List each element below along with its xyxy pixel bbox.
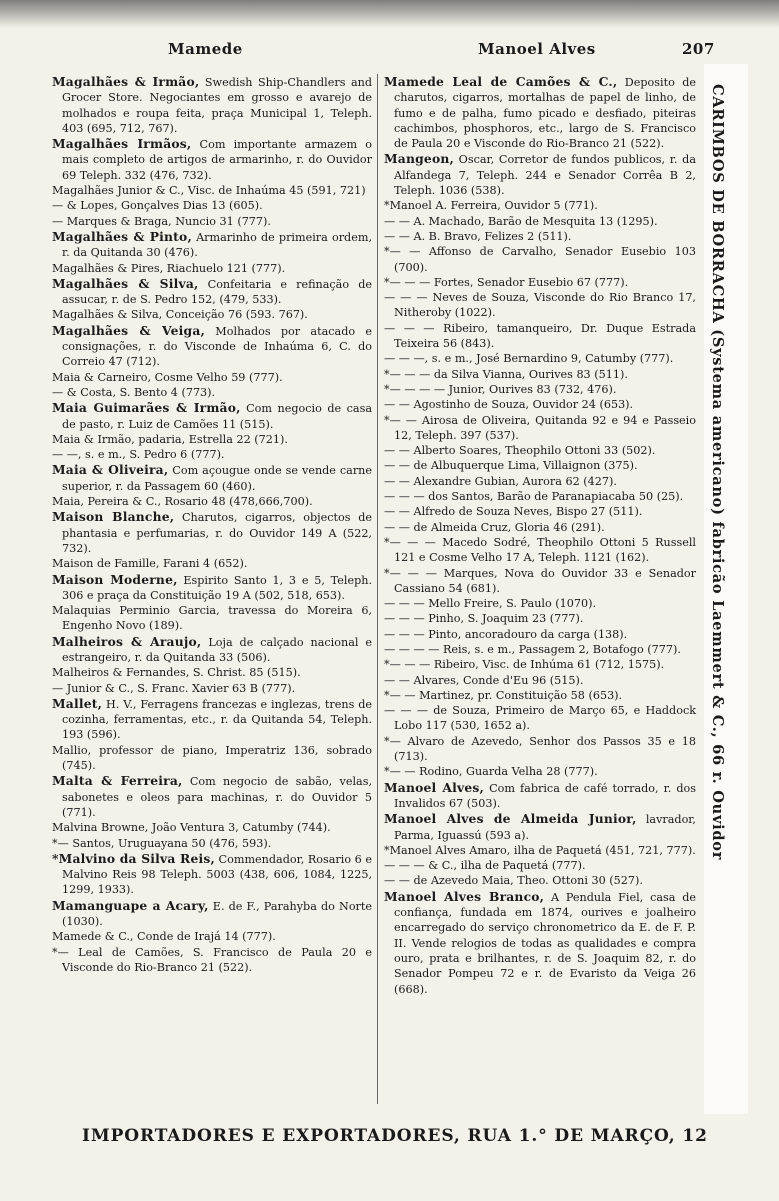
directory-entry <box>52 696 372 743</box>
entry-name: Magalhães & Irmão, <box>52 74 200 89</box>
entry-name: Mamede Leal de Camões & C., <box>384 74 618 89</box>
right-column <box>384 74 696 997</box>
entry-name: Mallet, <box>52 695 103 711</box>
directory-entry <box>384 351 696 366</box>
entry-text: *Manoel A. Ferreira, Ouvidor 5 (771). <box>384 199 598 213</box>
directory-entry <box>384 657 696 672</box>
directory-entry <box>384 489 696 504</box>
entry-text: *— — Rodino, Guarda Velha 28 (777). <box>384 765 598 779</box>
directory-entry <box>52 743 372 774</box>
entry-text: Malaquias Perminio Garcia, travessa do Moreira 6, Engenho Novo (189). <box>52 604 372 633</box>
directory-entry <box>384 843 696 858</box>
directory-entry <box>52 198 372 213</box>
entry-text: *— — — Fortes, Senador Eusebio 67 (777). <box>384 275 629 289</box>
directory-entry <box>384 321 696 352</box>
directory-entry <box>52 773 372 820</box>
directory-entry <box>384 596 696 611</box>
entry-text: *— — — Ribeiro, Visc. de Inhúma 61 (712, 1575). <box>384 658 665 672</box>
entry-name: Manoel Alves Branco, <box>384 888 545 904</box>
entry-text: Commendador, Rosario 6 e Malvino Reis 98 Teleph. 5003 (438, 606, 1084, 1225, 1299, 1933). <box>62 852 372 897</box>
entry-text: — — — Ribeiro, tamanqueiro, Dr. Duque Estrada Teixeira 56 (843). <box>384 321 696 351</box>
entry-text: — — — — Reis, s. e m., Passagem 2, Botafogo (777). <box>384 642 681 656</box>
directory-entry <box>384 382 696 397</box>
entry-text: — — — Mello Freire, S. Paulo (1070). <box>384 597 597 611</box>
left-column <box>52 74 372 975</box>
entry-text: Oscar, Corretor de fundos publicos, r. da Alfandega 7, Teleph. 244 e Senador Corrêa B 2, Teleph. 1036 (538). <box>394 153 696 198</box>
entry-text: — — Alberto Soares, Theophilo Ottoni 33 (502). <box>384 444 656 458</box>
entry-text: — — de Almeida Cruz, Gloria 46 (291). <box>384 520 605 534</box>
entry-text: *— Santos, Uruguayana 50 (476, 593). <box>52 836 272 850</box>
directory-entry <box>52 323 372 370</box>
entry-text: Deposito de charutos, cigarros, mortalhas de papel de linho, de fumo e de palha, fumo picado e desfiado, piteiras cachimbos, phosphoros, etc., largo de S. Francisco de Paula 20 e Visconde do Rio-Branco 21 (522). <box>394 76 696 151</box>
directory-entry <box>384 642 696 657</box>
directory-entry <box>52 494 372 509</box>
entry-name: Manoel Alves, <box>384 779 484 795</box>
directory-entry <box>384 504 696 519</box>
directory-entry <box>52 836 372 851</box>
entry-text: *— — — da Silva Vianna, Ourives 83 (511). <box>384 367 628 381</box>
entry-text: Com açougue onde se vende carne superior, r. da Passagem 60 (460). <box>62 464 372 493</box>
directory-entry <box>384 535 696 566</box>
entry-text: Magalhães Junior & C., Visc. de Inhaúma 45 (591, 721) <box>52 184 366 198</box>
entry-text: *— — — Macedo Sodré, Theophilo Ottoni 5 Russell 121 e Cosme Velho 17 A, Teleph. 1121 (162). <box>384 535 696 565</box>
directory-entry <box>384 397 696 412</box>
entry-text: Com negocio de sabão, velas, sabonetes e oleos para machinas, r. do Ouvidor 5 (771). <box>62 775 373 819</box>
entry-text: — — A. B. Bravo, Felizes 2 (511). <box>384 229 572 243</box>
entry-text: Maia & Irmão, padaria, Estrella 22 (721). <box>52 432 288 446</box>
directory-entry <box>52 851 372 898</box>
side-advertisement: CARIMBOS DE BORRACHA (Systema americano) fabricão Laemmert & C., 66 r. Ouvidor <box>709 84 726 861</box>
entry-name: Magalhães Irmãos, <box>52 136 192 152</box>
entry-name: Maison Moderne, <box>52 571 178 587</box>
directory-entry <box>52 462 372 494</box>
directory-entry <box>52 556 372 571</box>
entry-name: Malheiros & Araujo, <box>52 633 202 649</box>
directory-entry <box>384 198 696 213</box>
entry-name: Maia & Oliveira, <box>52 462 169 478</box>
entry-text: — — — Pinto, ancoradouro da carga (138). <box>384 627 628 641</box>
entry-text: Swedish Ship-Chandlers and Grocer Store. Negociantes em grosso e avarejo de molhados e roupa feita, praça Municipal 1, Teleph. 403 (695, 712, 767). <box>62 76 372 135</box>
entry-text: — — — Neves de Souza, Visconde do Rio Branco 17, Nitheroby (1022). <box>384 291 696 320</box>
directory-entry <box>52 603 372 634</box>
directory-entry <box>384 413 696 444</box>
directory-entry <box>52 432 372 447</box>
entry-text: Mallio, professor de piano, Imperatriz 136, sobrado (745). <box>52 743 372 773</box>
directory-entry <box>384 858 696 873</box>
entry-text: — & Lopes, Gonçalves Dias 13 (605). <box>52 199 263 213</box>
entry-text: *— — Affonso de Carvalho, Senador Eusebio 103 (700). <box>384 245 696 274</box>
directory-entry <box>384 443 696 458</box>
directory-entry <box>384 151 696 198</box>
footer-advertisement: IMPORTADORES E EXPORTADORES, RUA 1.° DE MARÇO, 12 <box>82 1126 708 1146</box>
entry-text: Charutos, cigarros, objectos de phantasia e perfumarias, r. do Ouvidor 149 A (522, 732). <box>62 511 372 555</box>
directory-entry <box>52 447 372 462</box>
entry-name: Mangeon, <box>384 151 454 167</box>
directory-entry <box>384 458 696 473</box>
entry-text: Magalhães & Silva, Conceição 76 (593. 767). <box>52 308 308 322</box>
entry-text: Magalhães & Pires, Riachuelo 121 (777). <box>52 261 286 275</box>
directory-entry <box>384 889 696 997</box>
directory-entry <box>52 307 372 322</box>
page-number: 207 <box>682 40 715 58</box>
directory-entry <box>52 929 372 944</box>
entry-text: *— — Airosa de Oliveira, Quitanda 92 e 94 e Passeio 12, Teleph. 397 (537). <box>384 413 696 442</box>
entry-name: Manoel Alves de Almeida Junior, <box>384 811 637 827</box>
directory-entry <box>52 898 372 930</box>
entry-text: *— — Martinez, pr. Constituição 58 (653). <box>384 688 623 702</box>
entry-text: lavrador, Parma, Iguassú (593 a). <box>394 813 696 842</box>
entry-text: Maia & Carneiro, Cosme Velho 59 (777). <box>52 370 283 384</box>
directory-entry <box>52 229 372 261</box>
entry-text: Armarinho de primeira ordem, r. da Quitanda 30 (476). <box>62 230 372 260</box>
entry-name: Magalhães & Veiga, <box>52 322 205 338</box>
entry-name: Mamanguape a Acary, <box>52 897 209 913</box>
column-divider <box>377 74 378 1104</box>
directory-entry <box>384 673 696 688</box>
directory-entry <box>384 244 696 275</box>
entry-text: Mamede & C., Conde de Irajá 14 (777). <box>52 930 276 944</box>
entry-text: *— — — — Junior, Ourives 83 (732, 476). <box>384 382 617 396</box>
directory-entry <box>384 703 696 734</box>
directory-entry <box>384 367 696 382</box>
running-header-right: Manoel Alves <box>478 40 596 58</box>
entry-name: Malta & Ferreira, <box>52 773 183 789</box>
entry-text: — — Alvares, Conde d'Eu 96 (515). <box>384 673 584 687</box>
directory-entry <box>384 811 696 843</box>
entry-text: *— Leal de Camões, S. Francisco de Paula 20 e Visconde do Rio-Branco 21 (522). <box>52 945 372 974</box>
entry-text: — — Agostinho de Souza, Ouvidor 24 (653). <box>384 398 634 412</box>
entry-text: — — — Pinho, S. Joaquim 23 (777). <box>384 612 584 626</box>
entry-text: — Junior & C., S. Franc. Xavier 63 B (777). <box>52 681 296 695</box>
entry-text: Confeitaria e refinação de assucar, r. de S. Pedro 152, (479, 533). <box>62 277 373 307</box>
directory-entry <box>52 820 372 835</box>
directory-entry <box>384 214 696 229</box>
directory-entry <box>384 229 696 244</box>
entry-text: *— — — Marques, Nova do Ouvidor 33 e Senador Cassiano 54 (681). <box>384 566 696 595</box>
scan-edge-shadow <box>0 0 779 28</box>
directory-entry <box>52 945 372 976</box>
entry-text: — —, s. e m., S. Pedro 6 (777). <box>52 448 225 462</box>
directory-entry <box>52 681 372 696</box>
directory-entry <box>52 74 372 136</box>
entry-name: Maia Guimarães & Irmão, <box>52 400 241 416</box>
directory-entry <box>384 520 696 535</box>
directory-entry <box>384 566 696 597</box>
directory-entry <box>52 276 372 308</box>
directory-entry <box>384 290 696 321</box>
directory-entry <box>384 688 696 703</box>
entry-text: — — — de Souza, Primeiro de Março 65, e Haddock Lobo 117 (530, 1652 a). <box>384 704 696 733</box>
directory-entry <box>52 183 372 198</box>
entry-text: Espirito Santo 1, 3 e 5, Teleph. 306 e praça da Constituição 19 A (502, 518, 653). <box>62 573 372 602</box>
entry-text: Maison de Famille, Farani 4 (652). <box>52 557 248 571</box>
directory-entry <box>52 572 372 604</box>
directory-entry <box>52 509 372 556</box>
entry-name: *Malvino da Silva Reis, <box>52 850 215 866</box>
directory-entry <box>52 214 372 229</box>
entry-text: — Marques & Braga, Nuncio 31 (777). <box>52 214 271 228</box>
entry-text: *— Alvaro de Azevedo, Senhor dos Passos 35 e 18 (713). <box>384 734 696 764</box>
directory-entry <box>384 764 696 779</box>
directory-entry <box>384 780 696 812</box>
entry-text: — — Alexandre Gubian, Aurora 62 (427). <box>384 474 617 488</box>
directory-entry <box>52 634 372 666</box>
entry-text: Com negocio de casa de pasto, r. Luiz de Camões 11 (515). <box>62 402 372 431</box>
entry-text: — & Costa, S. Bento 4 (773). <box>52 385 216 399</box>
running-header-left: Mamede <box>168 40 243 58</box>
entry-text: *Manoel Alves Amaro, ilha de Paquetá (451, 721, 777). <box>384 843 696 857</box>
entry-text: E. de F., Parahyba do Norte (1030). <box>62 899 373 929</box>
entry-text: — — de Albuquerque Lima, Villaignon (375). <box>384 459 638 473</box>
entry-text: Com fabrica de café torrado, r. dos Invalidos 67 (503). <box>394 781 697 810</box>
directory-entry <box>384 611 696 626</box>
directory-entry <box>384 734 696 765</box>
directory-entry <box>384 275 696 290</box>
entry-text: Com importante armazem o mais completo de artigos de armarinho, r. do Ouvidor 69 Teleph. 332 (476, 732). <box>62 138 372 182</box>
entry-text: — — Alfredo de Souza Neves, Bispo 27 (511). <box>384 505 643 519</box>
directory-entry <box>52 370 372 385</box>
directory-entry <box>52 385 372 400</box>
entry-text: Maia, Pereira & C., Rosario 48 (478,666,700). <box>52 495 313 509</box>
entry-text: A Pendula Fiel, casa de confiança, fundada em 1874, ourives e joalheiro encarregado do serviço chronometrico da E. de F. P. II. Vende relogios de todas as qualidades e compra ouro, prata e brilhantes, r. de S. Joaquim 82, r. do Senador Pompeu 72 e r. de Evaristo da Veiga 26 (668). <box>394 890 697 996</box>
directory-entry <box>384 474 696 489</box>
directory-entry <box>384 627 696 642</box>
entry-text: Molhados por atacado e consignações, r. do Visconde de Inhaúma 6, C. do Correio 47 (712). <box>62 324 373 369</box>
directory-entry <box>384 74 696 151</box>
entry-text: — — de Azevedo Maia, Theo. Ottoni 30 (527). <box>384 874 643 888</box>
entry-text: — — — & C., ilha de Paquetá (777). <box>384 859 586 873</box>
directory-entry <box>52 136 372 183</box>
entry-text: H. V., Ferragens francezas e inglezas, trens de cozinha, ferramentas, etc., r. da Quitanda 54, Teleph. 193 (596). <box>62 697 372 742</box>
entry-text: — — A. Machado, Barão de Mesquita 13 (1295). <box>384 214 658 228</box>
directory-entry <box>52 261 372 276</box>
entry-name: Maison Blanche, <box>52 509 175 525</box>
directory-entry <box>384 873 696 888</box>
entry-name: Magalhães & Pinto, <box>52 228 192 244</box>
entry-text: — — —, s. e m., José Bernardino 9, Catumby (777). <box>384 352 674 366</box>
directory-entry <box>52 400 372 432</box>
entry-text: Malheiros & Fernandes, S. Christ. 85 (515). <box>52 666 301 680</box>
entry-name: Magalhães & Silva, <box>52 275 199 291</box>
directory-entry <box>52 665 372 680</box>
entry-text: Loja de calçado nacional e estrangeiro, r. da Quitanda 33 (506). <box>62 635 372 664</box>
entry-text: Malvina Browne, João Ventura 3, Catumby (744). <box>52 821 331 835</box>
entry-text: — — — dos Santos, Barão de Paranapiacaba 50 (25). <box>384 490 684 504</box>
